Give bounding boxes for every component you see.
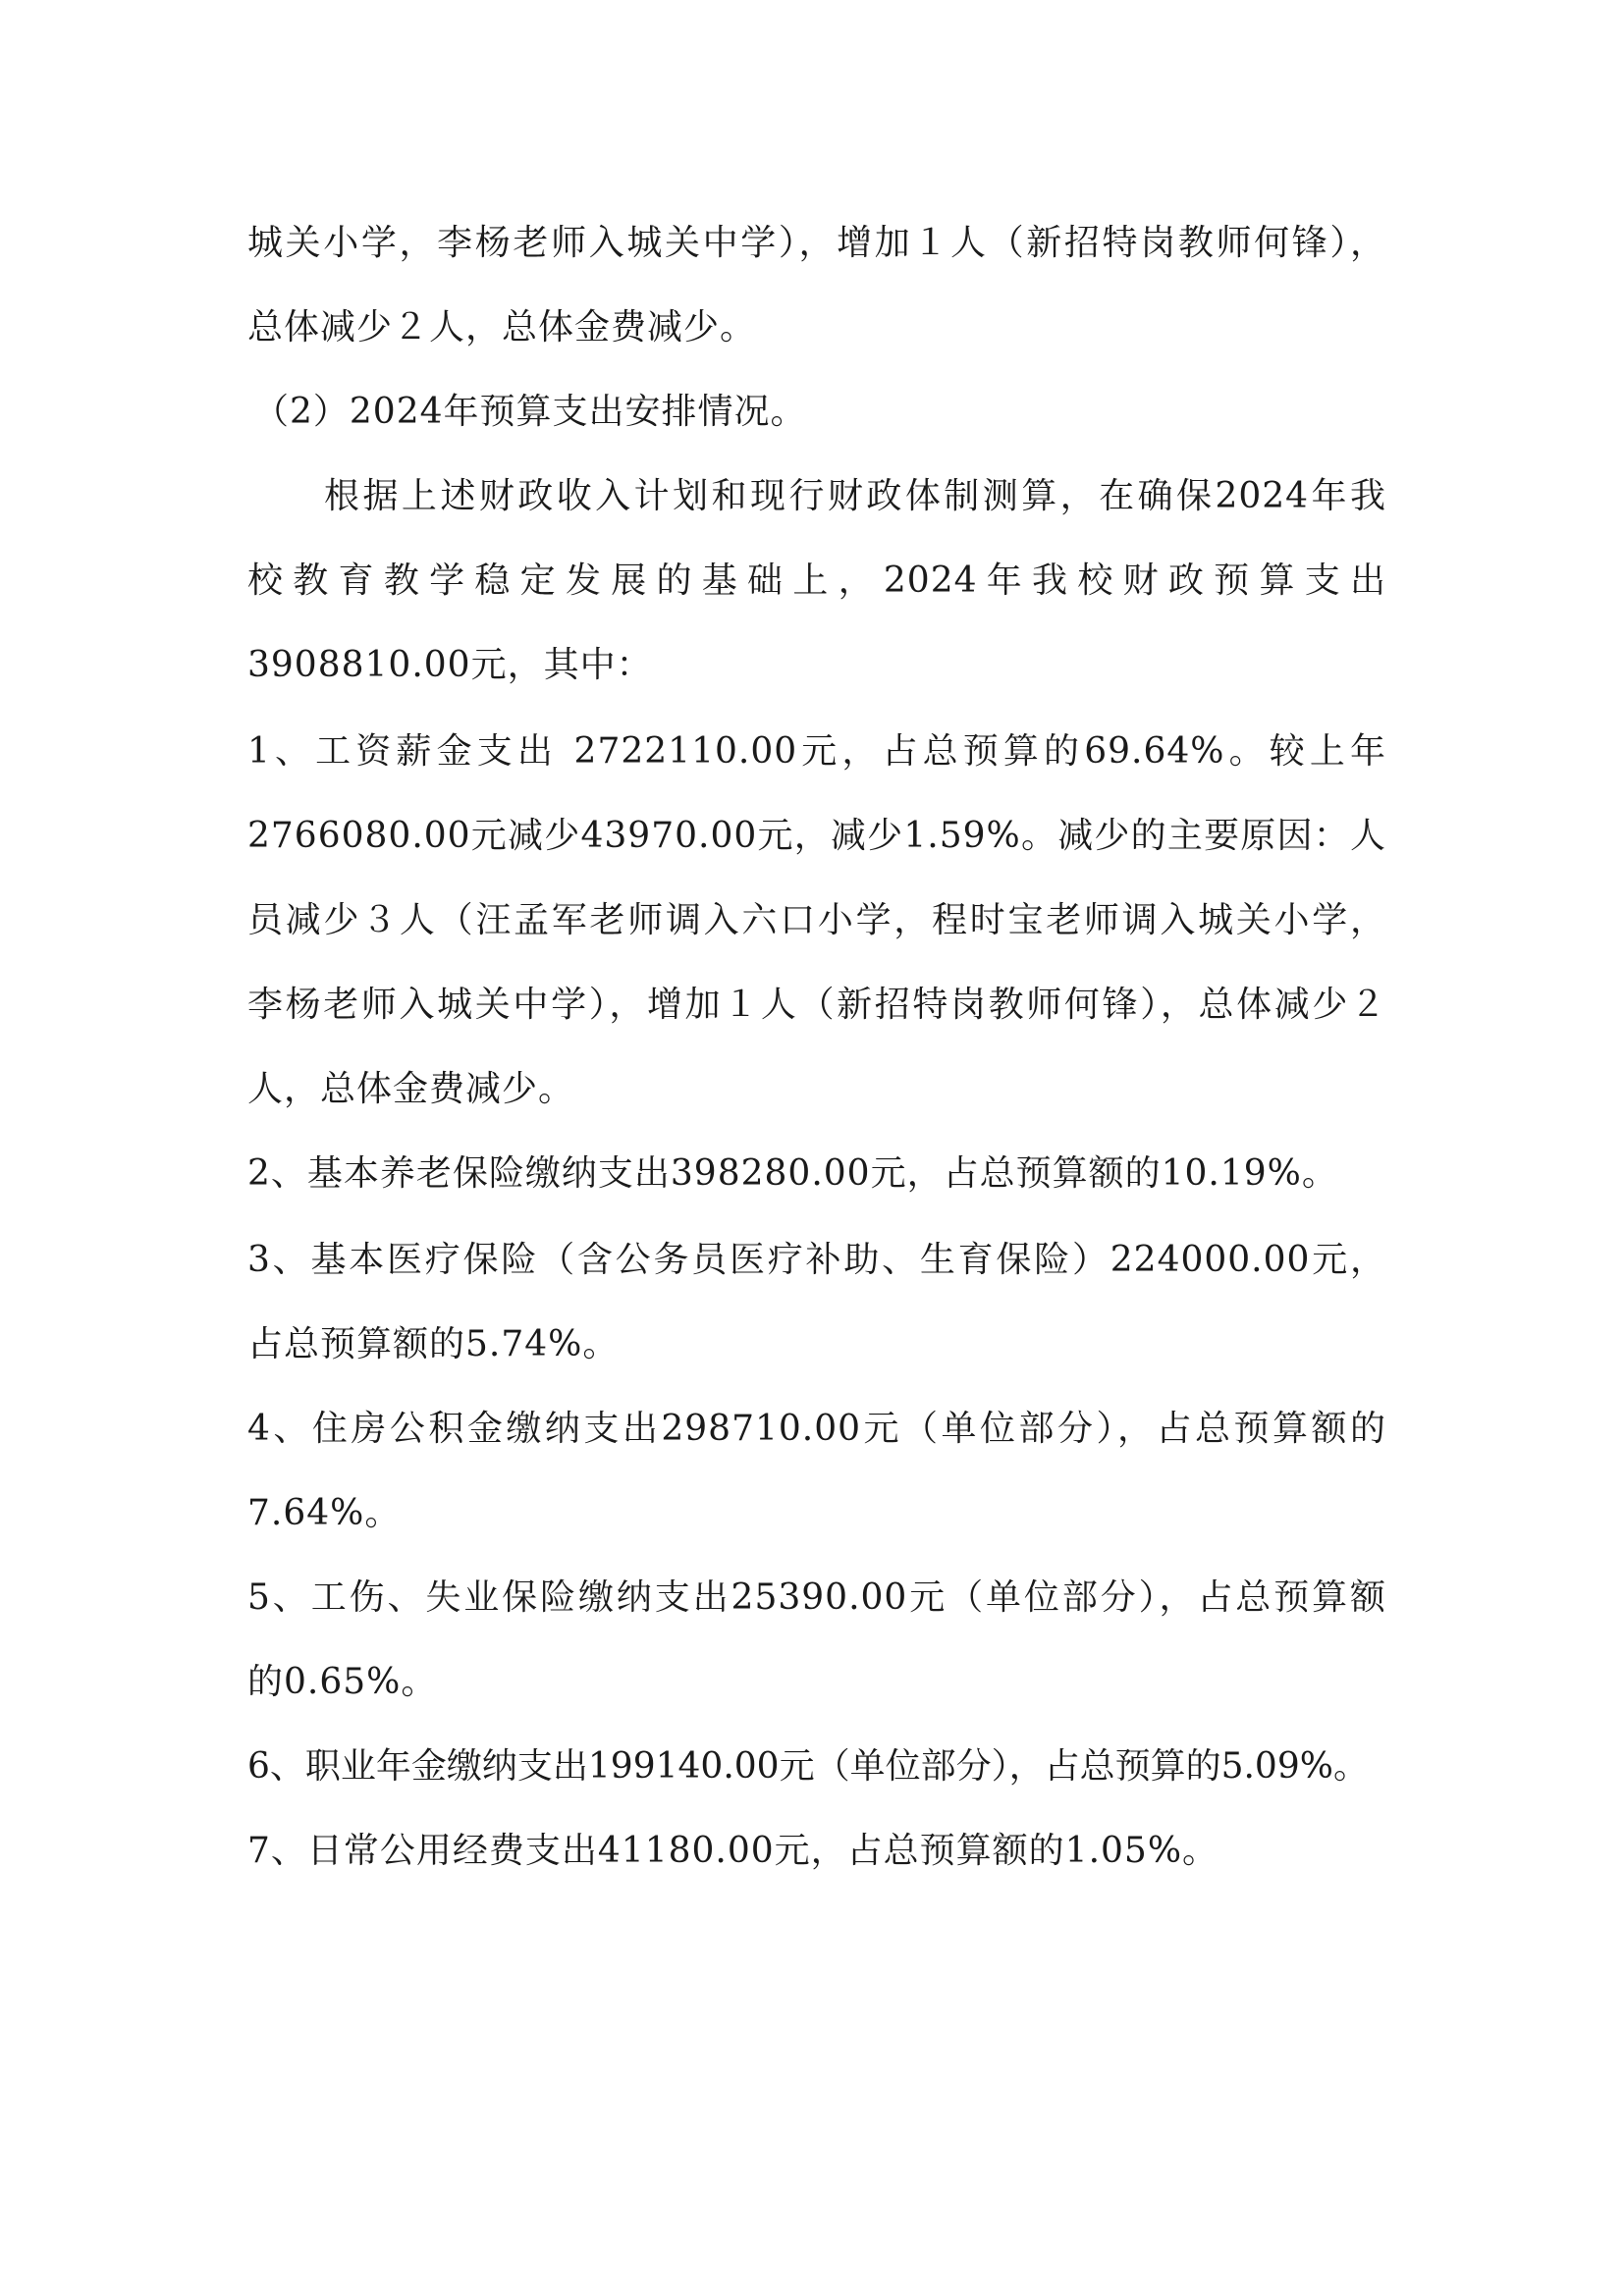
text-line: 校教育教学稳定发展的基础上，2024年我校财政预算支出	[247, 561, 1386, 601]
text-line: 3908810.00元，其中：	[247, 645, 653, 685]
text-line: 根据上述财政收入计划和现行财政体制测算，在确保2024年我	[324, 476, 1386, 516]
text-line: 员减少３人（汪孟军老师调入六口小学，程时宝老师调入城关小学，	[247, 900, 1386, 940]
text-line: 3、基本医疗保险（含公务员医疗补助、生育保险）224000.00元，	[247, 1240, 1386, 1280]
text-line: 5、工伤、失业保险缴纳支出25390.00元（单位部分），占总预算额	[247, 1577, 1386, 1618]
text-line: 2、基本养老保险缴纳支出398280.00元，占总预算额的10.19%。	[247, 1153, 1338, 1194]
text-line: 6、职业年金缴纳支出199140.00元（单位部分），占总预算的5.09%。	[247, 1746, 1369, 1787]
text-line: 占总预算额的5.74%。	[247, 1324, 620, 1364]
text-line: 1、工资薪金支出 2722110.00元，占总预算的69.64%。较上年	[247, 731, 1386, 772]
text-line: 7、日常公用经费支出41180.00元，占总预算额的1.05%。	[247, 1831, 1219, 1871]
text-line: 2766080.00元减少43970.00元，减少1.59%。减少的主要原因：人	[247, 816, 1386, 856]
text-line: 7.64%。	[247, 1493, 402, 1533]
text-line: 的0.65%。	[247, 1662, 438, 1702]
text-line: 4、住房公积金缴纳支出298710.00元（单位部分），占总预算额的	[247, 1409, 1386, 1449]
text-line: 总体减少２人，总体金费减少。	[247, 307, 757, 347]
text-line: 李杨老师入城关中学），增加１人（新招特岗教师何锋），总体减少２	[247, 985, 1386, 1025]
section-heading: （2）2024年预算支出安排情况。	[253, 392, 807, 432]
text-line: 人，总体金费减少。	[247, 1069, 575, 1109]
text-line: 城关小学，李杨老师入城关中学），增加１人（新招特岗教师何锋），	[247, 223, 1386, 263]
